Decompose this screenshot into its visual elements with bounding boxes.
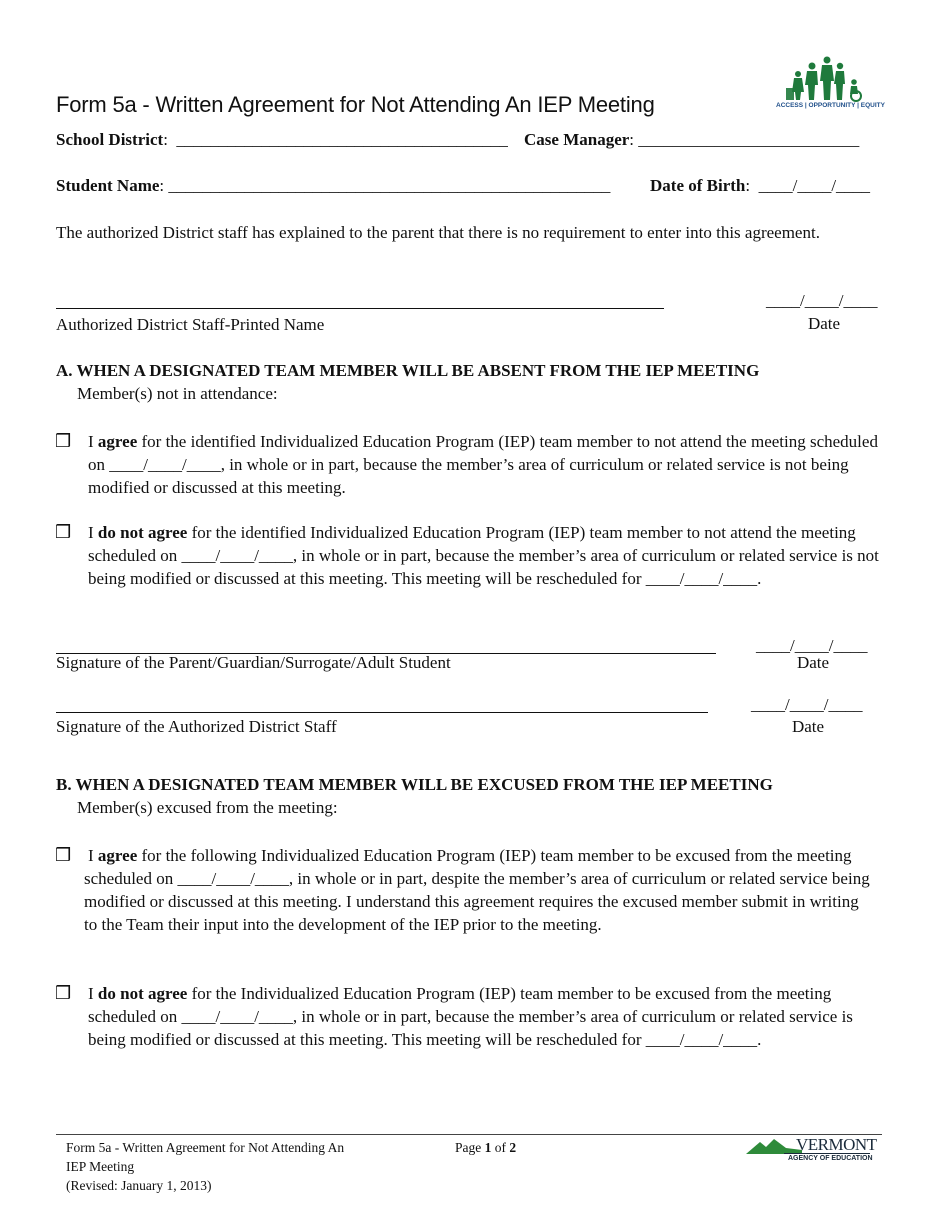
staff-name-line[interactable] [56, 308, 664, 309]
section-b-subheading: Member(s) excused from the meeting: [77, 798, 338, 817]
footer-line-3: (Revised: January 1, 2013) [66, 1178, 212, 1193]
vermont-agency-logo [746, 1135, 877, 1166]
district-staff-signature-label: Signature of the Authorized District Staff [56, 717, 337, 736]
colon: : [629, 130, 639, 149]
option-emphasis: agree [97, 432, 138, 451]
page-number [455, 1138, 516, 1157]
parent-date-field[interactable]: ____/____/____ [756, 636, 868, 655]
option-text: I [88, 984, 98, 1003]
footer-divider [56, 1134, 882, 1135]
checkbox-b-agree[interactable]: ❒ [55, 845, 72, 865]
case-manager-label: Case Manager [524, 130, 630, 149]
option-emphasis: do not agree [97, 984, 188, 1003]
intro-paragraph: The authorized District staff has explained to the parent that there is no requirement to enter into this agreement. [56, 223, 820, 242]
school-district-field[interactable]: _______________________________________ [176, 130, 508, 149]
footer-form-info [66, 1138, 344, 1195]
dob-row [650, 176, 870, 196]
page-title: Form 5a - Written Agreement for Not Attending An IEP Meeting [56, 92, 655, 117]
checkbox-b-disagree[interactable]: ❒ [55, 983, 72, 1003]
footer-line-2: IEP Meeting [66, 1159, 135, 1174]
student-name-field[interactable]: ____________________________________________________ [168, 176, 611, 195]
option-a-agree [88, 430, 878, 499]
family-silhouette-icon [776, 54, 884, 102]
option-a-disagree [88, 521, 880, 590]
option-text: for the identified Individualized Education Program (IEP) team member to not attend the meeting scheduled on ____/____/____, in whole or in part, because the member’s area of curriculum or related service is not being modified or discussed at this meeting. This meeting will be rescheduled for ____/____/____. [88, 523, 879, 588]
colon: : [745, 176, 759, 195]
district-staff-signature-line[interactable] [56, 712, 708, 713]
page-total: 2 [509, 1140, 517, 1155]
student-name-row [56, 176, 610, 196]
logo-underline [784, 1153, 870, 1154]
mountain-icon [746, 1138, 802, 1154]
school-district-label: School District [56, 130, 164, 149]
colon: : [163, 130, 177, 149]
staff-name-label: Authorized District Staff-Printed Name [56, 315, 325, 334]
option-b-disagree [88, 982, 878, 1051]
option-text: I [88, 846, 98, 865]
option-b-agree [84, 844, 874, 936]
staff-date-field[interactable]: ____/____/____ [766, 291, 878, 310]
parent-signature-label: Signature of the Parent/Guardian/Surrogate/Adult Student [56, 653, 451, 672]
parent-date-label: Date [796, 653, 830, 672]
option-text: for the following Individualized Education Program (IEP) team member to be excused from the meeting scheduled on ____/____/____, in whole or in part, despite the member’s area of curriculum or related service being modified or discussed at this meeting. I understand this agreement requires the excused member submit in writing to the Team their input into the development of the IEP prior to the meeting. [84, 846, 870, 934]
option-text: I [88, 432, 98, 451]
section-b-heading: B. WHEN A DESIGNATED TEAM MEMBER WILL BE EXCUSED FROM THE IEP MEETING [56, 775, 773, 794]
option-text: I [88, 523, 98, 542]
option-text: for the identified Individualized Education Program (IEP) team member to not attend the meeting scheduled on ____/____/____, in whole or in part, because the member’s area of curriculum or related service is not being modified or discussed at this meeting. [88, 432, 878, 497]
option-text: for the Individualized Education Program (IEP) team member to be excused from the meeting scheduled on ____/____/____, in whole or in part, because the member’s area of curriculum or related service is being modified or discussed at this meeting. This meeting will be rescheduled for ____/____/____. [88, 984, 853, 1049]
page-current: 1 [484, 1140, 492, 1155]
option-emphasis: do not agree [97, 523, 188, 542]
school-district-row [56, 130, 508, 150]
checkbox-a-agree[interactable]: ❒ [55, 431, 72, 451]
section-a-heading: A. WHEN A DESIGNATED TEAM MEMBER WILL BE ABSENT FROM THE IEP MEETING [56, 361, 760, 380]
dob-label: Date of Birth [650, 176, 746, 195]
dob-field[interactable]: ____/____/____ [758, 176, 871, 195]
case-manager-field[interactable]: __________________________ [638, 130, 860, 149]
district-staff-date-label: Date [791, 717, 825, 736]
colon: : [159, 176, 169, 195]
page-label: Page [455, 1140, 485, 1155]
logo-tagline: ACCESS | OPPORTUNITY | EQUITY [776, 102, 885, 109]
option-emphasis: agree [97, 846, 138, 865]
checkbox-a-disagree[interactable]: ❒ [55, 522, 72, 542]
agency-of-education-text: AGENCY OF EDUCATION [788, 1155, 873, 1162]
section-a-subheading: Member(s) not in attendance: [77, 384, 278, 403]
vermont-wordmark: VERMONT [796, 1135, 877, 1154]
page-label: of [491, 1140, 510, 1155]
staff-date-label: Date [807, 314, 841, 333]
student-name-label: Student Name [56, 176, 160, 195]
district-staff-date-field[interactable]: ____/____/____ [751, 695, 863, 714]
footer-line-1: Form 5a - Written Agreement for Not Attending An [66, 1140, 345, 1155]
case-manager-row [524, 130, 859, 150]
access-logo [776, 54, 884, 112]
